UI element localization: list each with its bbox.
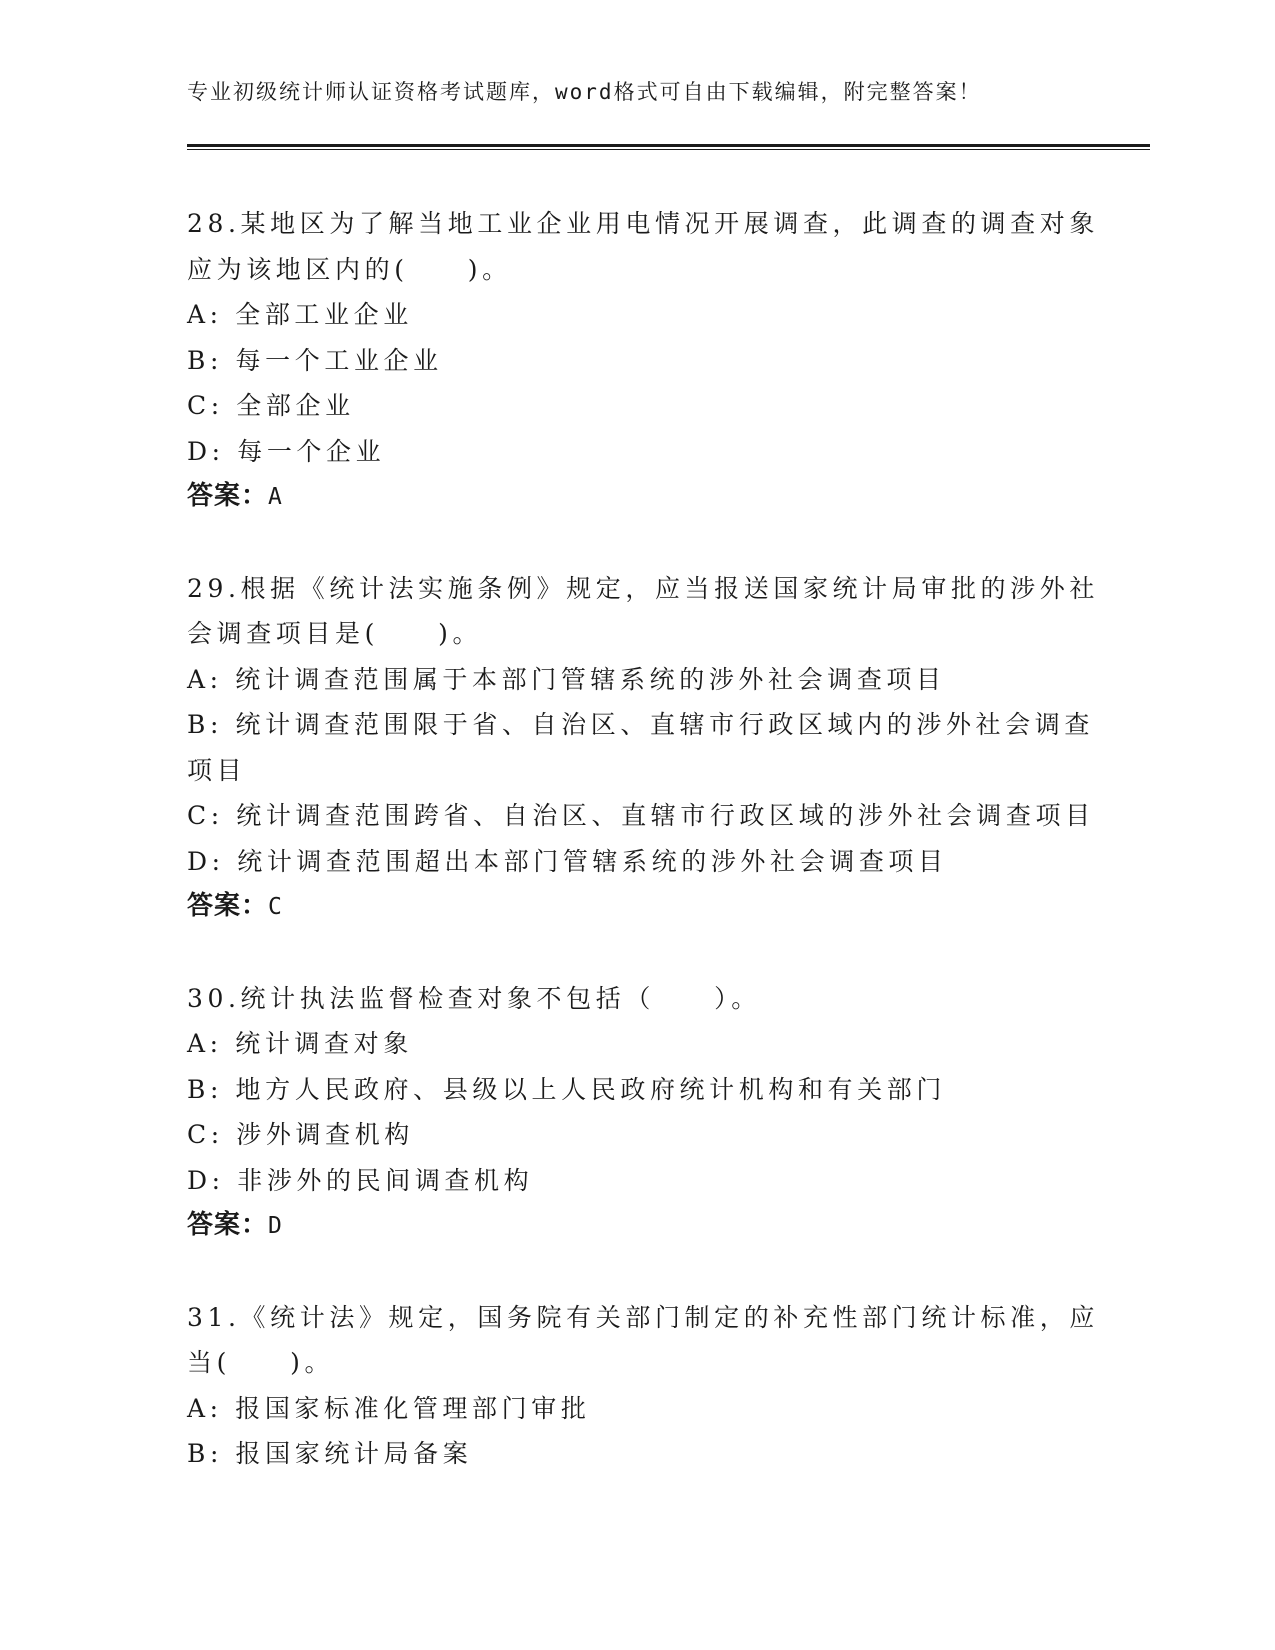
header-rule-thin [187,149,1150,150]
option-c: C: 统计调查范围跨省、自治区、直辖市行政区域的涉外社会调查项目 [187,801,1095,830]
answer-label: 答案： [187,1210,269,1240]
answer-line [187,1203,1067,1250]
question-stem-line: 当( )。 [187,1348,335,1377]
option-b: B: 地方人民政府、县级以上人民政府统计机构和有关部门 [187,1074,946,1104]
question-30 [187,976,1067,1250]
answer-value: A [268,484,283,510]
option-b: B: 报国家统计局备案 [187,1439,473,1468]
option-a: A: 统计调查对象 [187,1029,413,1058]
question-stem-line: 28.某地区为了解当地工业企业用电情况开展调查，此调查的调查对象 [187,209,1099,238]
question-31 [187,1295,1099,1477]
question-stem-line: 30.统计执法监督检查对象不包括（ ）。 [187,983,761,1013]
option-d: D: 非涉外的民间调查机构 [187,1165,534,1195]
option-b: B: 每一个工业企业 [187,345,443,375]
option-d: D: 统计调查范围超出本部门管辖系统的涉外社会调查项目 [187,846,948,876]
question-29 [187,566,1099,931]
option-b-continued: 项目 [187,755,247,785]
question-list [187,201,1099,1477]
option-d: D: 每一个企业 [187,436,386,466]
question-stem-line: 会调查项目是( )。 [187,619,483,648]
option-a: A: 全部工业企业 [187,300,413,329]
option-a: A: 统计调查范围属于本部门管辖系统的涉外社会调查项目 [187,664,946,694]
header-rule [187,144,1150,147]
question-stem-line: 29.根据《统计法实施条例》规定，应当报送国家统计局审批的涉外社 [187,573,1099,603]
page-header: 专业初级统计师认证资格考试题库，word格式可自由下载编辑，附完整答案！ [187,80,982,104]
answer-label: 答案： [187,891,269,921]
answer-value: D [268,1213,283,1239]
answer-line [187,474,1067,521]
option-c: C: 涉外调查机构 [187,1120,414,1149]
answer-value: C [268,894,283,920]
option-a: A: 报国家标准化管理部门审批 [187,1393,591,1423]
option-c: C: 全部企业 [187,391,355,420]
answer-line [187,884,1067,931]
option-b: B: 统计调查范围限于省、自治区、直辖市行政区域内的涉外社会调查 [187,710,1094,739]
question-28 [187,201,1099,521]
question-stem-line: 31.《统计法》规定，国务院有关部门制定的补充性部门统计标准，应 [187,1302,1099,1332]
question-stem-line: 应为该地区内的( )。 [187,254,512,284]
answer-label: 答案： [187,481,269,511]
